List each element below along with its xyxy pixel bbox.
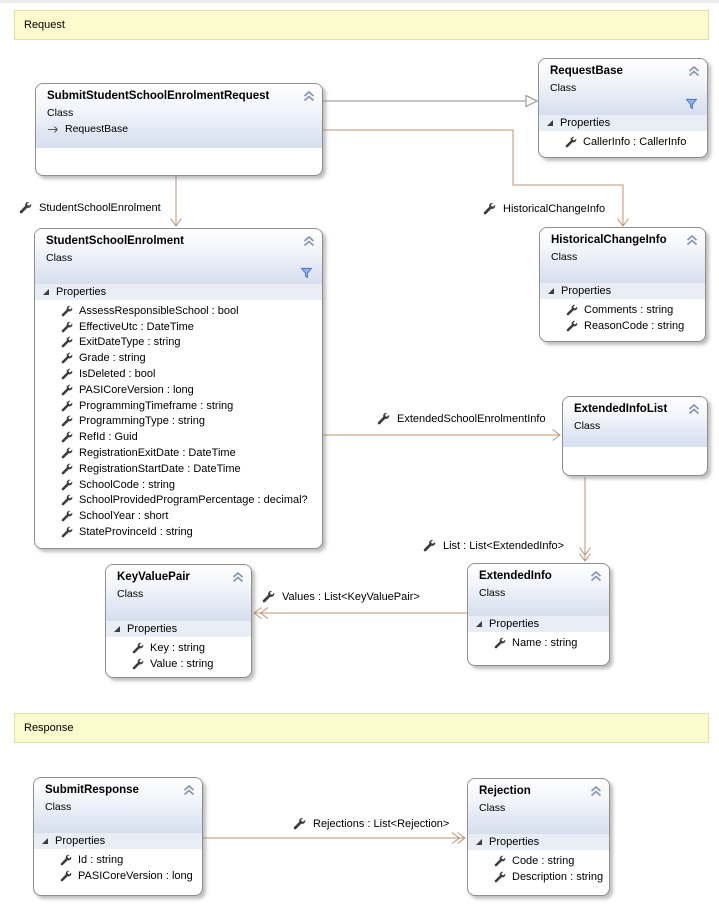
class-title: ExtendedInfo [479, 570, 552, 582]
wrench-icon [61, 494, 73, 506]
wrench-icon [19, 201, 32, 214]
property-label: Key : string [150, 641, 206, 654]
property-label: SchoolYear : short [79, 510, 169, 523]
property-row[interactable] [106, 640, 251, 656]
class-stereotype: Class [117, 588, 144, 600]
class-stereotype: Class [46, 252, 73, 264]
collapse-chevron-icon[interactable] [590, 786, 602, 797]
class-rejection[interactable] [467, 778, 610, 896]
connector-label-text: StudentSchoolEnrolment [39, 201, 161, 214]
section-label: Properties [560, 117, 611, 129]
property-label: IsDeleted : bool [79, 368, 156, 381]
class-key-value-pair[interactable] [105, 564, 252, 678]
property-row[interactable] [35, 429, 322, 445]
connector-values[interactable] [254, 608, 467, 619]
section-label: Properties [489, 618, 540, 630]
wrench-icon [423, 539, 436, 552]
expander-icon [476, 621, 482, 627]
wrench-icon [262, 590, 275, 603]
collapse-chevron-icon[interactable] [590, 571, 602, 582]
wrench-icon [61, 479, 73, 491]
base-type-row [47, 123, 315, 135]
class-stereotype: Class [47, 107, 74, 119]
property-label: ExitDateType : string [79, 336, 181, 349]
section-label: Properties [55, 835, 106, 847]
comment-band-request[interactable] [14, 10, 709, 40]
wrench-icon [494, 855, 506, 867]
connector-rejections[interactable] [203, 833, 465, 844]
property-label: Name : string [512, 636, 578, 649]
section-label: Properties [489, 836, 540, 848]
wrench-icon [61, 415, 73, 427]
property-row[interactable] [35, 398, 322, 414]
wrench-icon [60, 870, 72, 882]
comment-band-label: Request [24, 19, 65, 31]
property-label: Comments : string [584, 303, 674, 316]
expander-icon [547, 120, 553, 126]
class-title: HistoricalChangeInfo [551, 234, 667, 246]
property-row[interactable] [35, 303, 322, 319]
connector-label-values[interactable] [262, 590, 420, 603]
expander-icon [114, 626, 120, 632]
connector-label-historical-change-info[interactable] [483, 202, 605, 215]
property-label: RegistrationExitDate : DateTime [79, 447, 236, 460]
wrench-icon [61, 336, 73, 348]
property-label: AssessResponsibleSchool : bool [79, 304, 239, 317]
wrench-icon [132, 658, 144, 670]
collapse-chevron-icon[interactable] [303, 236, 315, 247]
collapse-chevron-icon[interactable] [688, 66, 700, 77]
property-label: ProgrammingType : string [79, 415, 205, 428]
property-row[interactable] [35, 493, 322, 509]
inherits-arrow-icon [47, 125, 61, 134]
collapse-chevron-icon[interactable] [686, 235, 698, 246]
property-row[interactable] [35, 461, 322, 477]
property-row[interactable] [35, 366, 322, 382]
section-label: Properties [56, 286, 107, 298]
expander-icon [43, 289, 49, 295]
property-row[interactable] [35, 477, 322, 493]
collapse-chevron-icon[interactable] [303, 91, 315, 102]
property-row[interactable] [34, 852, 202, 868]
class-title: StudentSchoolEnrolment [46, 235, 184, 247]
wrench-icon [566, 304, 578, 316]
class-extended-info-list[interactable] [562, 396, 708, 476]
property-row[interactable] [468, 635, 609, 651]
class-title: ExtendedInfoList [574, 403, 668, 415]
wrench-icon [483, 202, 496, 215]
property-label: CallerInfo : CallerInfo [583, 135, 687, 148]
property-row[interactable] [35, 319, 322, 335]
connector-label-extended-school-enrolment-info[interactable] [377, 412, 546, 425]
property-label: SchoolCode : string [79, 478, 175, 491]
property-row[interactable] [35, 335, 322, 351]
collapse-chevron-icon[interactable] [183, 785, 195, 796]
collapse-chevron-icon[interactable] [688, 404, 700, 415]
property-label: Value : string [150, 657, 214, 670]
property-label: Id : string [78, 853, 124, 866]
property-label: EffectiveUtc : DateTime [79, 320, 194, 333]
property-label: ReasonCode : string [584, 319, 685, 332]
connector-label-text: Values : List<KeyValuePair> [282, 590, 420, 603]
class-stereotype: Class [551, 251, 578, 263]
wrench-icon [377, 412, 390, 425]
property-row[interactable] [35, 508, 322, 524]
wrench-icon [566, 320, 578, 332]
property-label: PASICoreVersion : long [78, 869, 193, 882]
property-label: ProgrammingTimeframe : string [79, 399, 234, 412]
wrench-icon [60, 854, 72, 866]
section-label: Properties [127, 623, 178, 635]
class-title: Rejection [479, 785, 531, 797]
property-label: SchoolProvidedProgramPercentage : decimal? [79, 494, 308, 507]
wrench-icon [61, 447, 73, 459]
connector-label-text: HistoricalChangeInfo [503, 202, 606, 215]
class-stereotype: Class [574, 420, 601, 432]
property-row[interactable] [34, 868, 202, 884]
wrench-icon [565, 136, 577, 148]
property-label: StateProvinceId : string [79, 526, 193, 539]
property-label: Description : string [512, 870, 604, 883]
class-submit-response[interactable] [33, 777, 203, 896]
property-row[interactable] [35, 445, 322, 461]
wrench-icon [61, 400, 73, 412]
comment-band-label: Response [24, 722, 74, 734]
properties-section-header[interactable] [539, 115, 707, 131]
properties-section-header[interactable] [106, 621, 251, 637]
properties-section-header[interactable] [35, 284, 322, 300]
class-stereotype: Class [45, 801, 72, 813]
wrench-icon [61, 384, 73, 396]
connector-label-rejections[interactable] [293, 817, 449, 830]
wrench-icon [61, 321, 73, 333]
connector-label-list[interactable] [423, 539, 564, 552]
connector-label-student-school-enrolment[interactable] [19, 201, 161, 214]
property-row[interactable] [539, 134, 707, 150]
properties-section-header[interactable] [468, 834, 609, 850]
property-row[interactable] [468, 869, 609, 885]
class-request-base[interactable] [538, 58, 708, 158]
class-student-school-enrolment[interactable] [34, 228, 323, 549]
connector-inheritance-requestbase[interactable] [323, 96, 537, 107]
expander-icon [548, 288, 554, 294]
wrench-icon [61, 463, 73, 475]
wrench-icon [61, 526, 73, 538]
property-label: PASICoreVersion : long [79, 383, 194, 396]
wrench-icon [61, 305, 73, 317]
collapse-chevron-icon[interactable] [232, 572, 244, 583]
filter-icon[interactable] [685, 98, 698, 110]
base-type-label: RequestBase [65, 123, 129, 135]
class-stereotype: Class [479, 587, 506, 599]
class-stereotype: Class [479, 802, 506, 814]
filter-icon[interactable] [300, 267, 313, 279]
property-row[interactable] [35, 382, 322, 398]
properties-section-header[interactable] [540, 283, 705, 299]
wrench-icon [61, 368, 73, 380]
property-row[interactable] [540, 302, 705, 318]
class-submit-student-school-enrolment-request[interactable] [35, 83, 323, 176]
class-title: RequestBase [550, 65, 623, 77]
wrench-icon [494, 637, 506, 649]
connector-label-text: Rejections : List<Rejection> [313, 817, 450, 830]
connector-list[interactable] [580, 477, 591, 561]
class-historical-change-info[interactable] [539, 227, 706, 342]
connector-label-text: List : List<ExtendedInfo> [443, 539, 565, 552]
wrench-icon [61, 510, 73, 522]
property-row[interactable] [35, 350, 322, 366]
section-label: Properties [561, 285, 612, 297]
property-row[interactable] [35, 414, 322, 430]
properties-section-header[interactable] [468, 616, 609, 632]
wrench-icon [61, 352, 73, 364]
wrench-icon [293, 817, 306, 830]
expander-icon [42, 838, 48, 844]
property-label: RefId : Guid [79, 431, 138, 444]
property-label: RegistrationStartDate : DateTime [79, 462, 241, 475]
connector-label-text: ExtendedSchoolEnrolmentInfo [397, 412, 546, 425]
expander-icon [476, 839, 482, 845]
comment-band-response[interactable] [14, 713, 709, 743]
class-title: SubmitResponse [45, 784, 139, 796]
class-title: KeyValuePair [117, 571, 190, 583]
property-label: Grade : string [79, 352, 146, 365]
wrench-icon [494, 871, 506, 883]
wrench-icon [61, 431, 73, 443]
class-title: SubmitStudentSchoolEnrolmentRequest [47, 90, 270, 102]
class-stereotype: Class [550, 82, 577, 94]
wrench-icon [132, 642, 144, 654]
properties-section-header[interactable] [34, 833, 202, 849]
connector-student-school-enrolment[interactable] [171, 176, 182, 226]
class-extended-info[interactable] [467, 563, 610, 666]
connector-extended-school-enrolment-info[interactable] [323, 430, 560, 441]
property-row[interactable] [540, 318, 705, 334]
property-row[interactable] [35, 524, 322, 540]
property-row[interactable] [106, 656, 251, 672]
property-row[interactable] [468, 853, 609, 869]
property-label: Code : string [512, 854, 575, 867]
